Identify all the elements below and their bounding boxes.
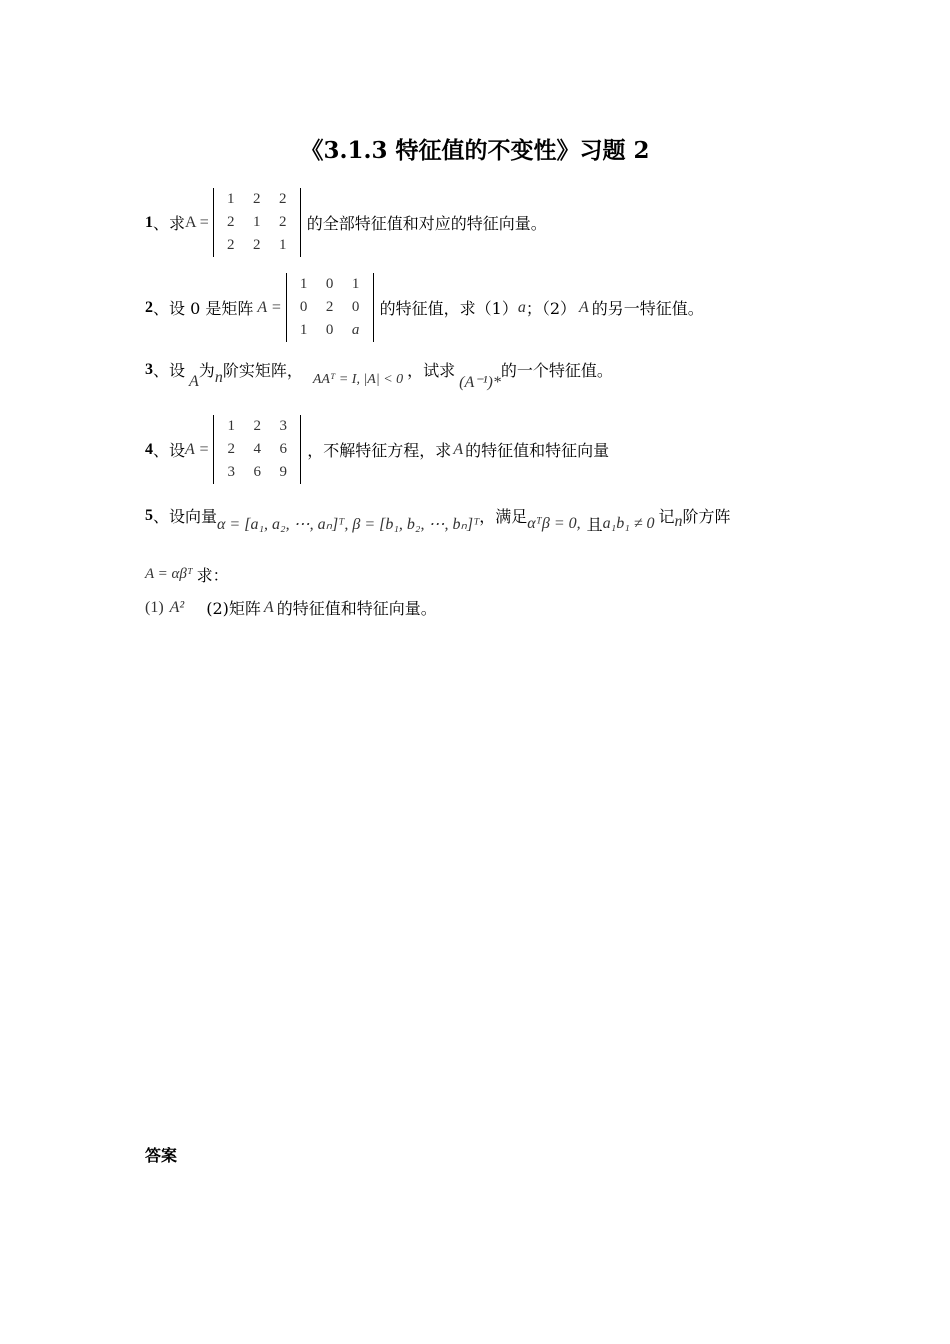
problem-text: 阶方阵 <box>682 507 731 526</box>
problem-text: 的一个特征值。 <box>500 361 613 380</box>
problem-text: 的特征值，求（1） <box>379 299 518 318</box>
problem-text: 记 <box>658 507 675 526</box>
matrix-entry: 1 <box>351 276 360 292</box>
matrix-a <box>213 415 301 484</box>
variable-A: A <box>579 298 589 316</box>
matrix-entry: 2 <box>325 299 334 315</box>
matrix-entry: 1 <box>299 276 308 292</box>
problem-text: 为 <box>198 361 215 380</box>
problem-text: 的全部特征值和对应的特征向量。 <box>306 214 547 233</box>
variable-n: n <box>674 512 683 530</box>
problem-number: 4 <box>145 440 153 458</box>
problem-text: (2)矩阵 <box>206 599 261 618</box>
problem-3 <box>145 358 613 391</box>
inverse-adjoint-formula: (A⁻¹)* <box>459 373 501 391</box>
problem-text: 、设 <box>153 441 186 460</box>
matrix-entry: 4 <box>253 441 262 457</box>
problem-5-line-3 <box>145 596 437 619</box>
problem-number: 1 <box>145 213 153 231</box>
problem-number: 3 <box>145 360 153 378</box>
problem-text: 、设向量 <box>153 507 218 526</box>
matrix-entry: 2 <box>227 441 236 457</box>
subpart-label: (1) <box>145 598 164 616</box>
matrix-entry: 3 <box>227 464 236 480</box>
problem-text: 的特征值和特征向量。 <box>276 599 437 618</box>
orthogonality-condition: αᵀβ = 0, <box>527 514 581 532</box>
problem-text: 阶实矩阵， <box>222 361 303 380</box>
matrix-a <box>286 273 374 342</box>
variable-a: a <box>517 298 526 316</box>
matrix-entry: 1 <box>278 237 287 253</box>
page-title: 《3.1.3 特征值的不变性》习题 2 <box>300 137 650 164</box>
matrix-entry: 9 <box>279 464 288 480</box>
problem-number: 2 <box>145 298 153 316</box>
problem-text: 且 <box>586 515 603 534</box>
problem-text: 、设 0 是矩阵 <box>153 299 254 318</box>
problem-text: ，不解特征方程，求 <box>307 441 452 460</box>
matrix-entry: 6 <box>253 464 262 480</box>
problem-text: ，试求 <box>407 361 456 380</box>
vector-definition: α = [a₁, a₂, ⋯, aₙ]ᵀ, β = [b₁, b₂, ⋯, bₙ]ᵀ <box>217 515 480 533</box>
matrix-entry: 2 <box>226 237 235 253</box>
matrix-entry: 1 <box>252 214 261 230</box>
variable-A: A <box>453 440 464 458</box>
matrix-entry: 2 <box>278 191 287 207</box>
variable-A: A <box>263 598 274 616</box>
matrix-lhs: A = <box>185 213 209 231</box>
matrix-a <box>213 188 301 257</box>
matrix-entry: 0 <box>325 322 334 338</box>
condition-formula: AAᵀ = I, |A| < 0 <box>312 371 404 387</box>
problem-5-line-2 <box>145 563 229 586</box>
matrix-entry: 2 <box>253 418 262 434</box>
matrix-entry: 2 <box>252 191 261 207</box>
matrix-entry: 2 <box>278 214 287 230</box>
problem-text: 求： <box>196 566 229 585</box>
problem-4 <box>145 415 609 484</box>
problem-text: 、求 <box>153 214 186 233</box>
matrix-entry: 2 <box>252 237 261 253</box>
matrix-definition: A = αβᵀ <box>145 566 193 582</box>
variable-n: n <box>214 368 223 386</box>
problem-text: ；（2） <box>525 299 577 318</box>
problem-5 <box>145 504 731 534</box>
problem-number: 5 <box>145 506 153 524</box>
matrix-entry: 1 <box>227 418 236 434</box>
problem-text: 、设 <box>153 361 186 380</box>
matrix-entry: 2 <box>226 214 235 230</box>
matrix-entry: 0 <box>325 276 334 292</box>
problem-text: ，满足 <box>479 507 528 526</box>
problem-1 <box>145 188 547 257</box>
matrix-square: A² <box>169 598 185 616</box>
nonzero-condition: a₁b₁ ≠ 0 <box>602 514 655 532</box>
problem-text: 的另一特征值。 <box>591 299 704 318</box>
matrix-entry: 1 <box>299 322 308 338</box>
answer-heading: 答案 <box>145 1146 178 1165</box>
problem-2 <box>145 273 704 342</box>
matrix-lhs: A = <box>257 298 282 316</box>
matrix-entry: 0 <box>351 299 360 315</box>
matrix-entry: 0 <box>299 299 308 315</box>
matrix-entry: 3 <box>279 418 288 434</box>
matrix-entry: a <box>351 322 360 338</box>
matrix-entry: 6 <box>279 441 288 457</box>
matrix-lhs: A = <box>185 440 210 458</box>
matrix-entry: 1 <box>226 191 235 207</box>
problem-text: 的特征值和特征向量 <box>465 441 610 460</box>
variable-A: A <box>189 372 199 390</box>
